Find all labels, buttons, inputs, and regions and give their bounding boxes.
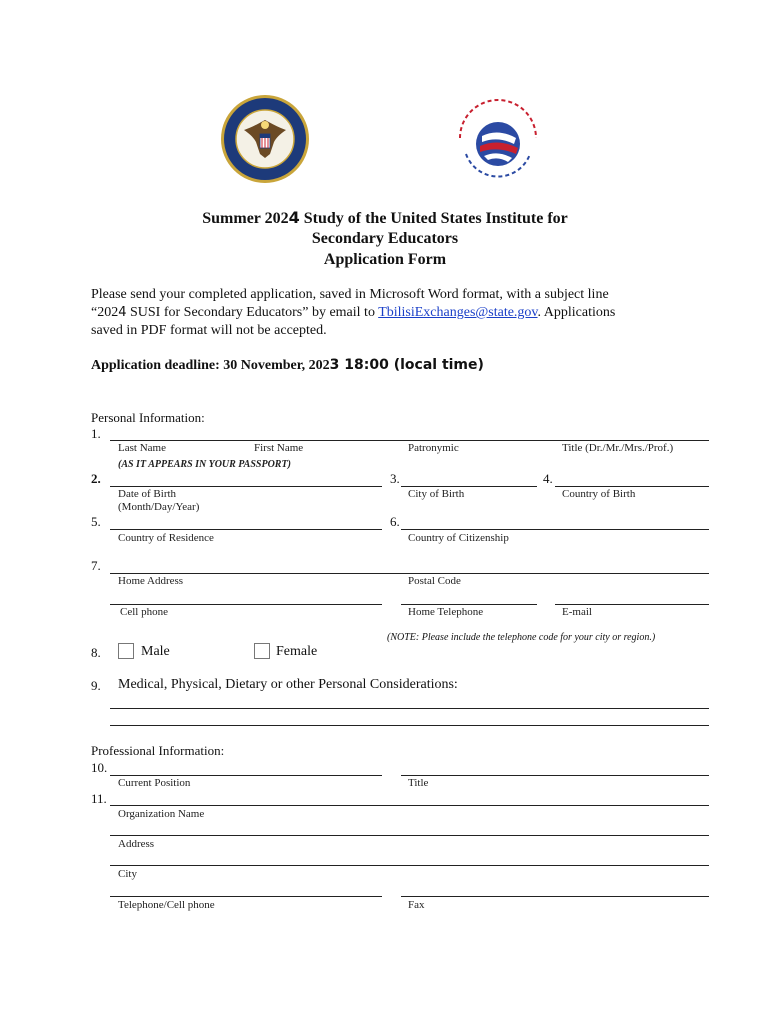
- country-residence-line[interactable]: [110, 529, 382, 530]
- country-residence-label: Country of Residence: [118, 532, 214, 544]
- patronymic-label: Patronymic: [408, 442, 459, 454]
- fax-label: Fax: [408, 899, 425, 911]
- home-telephone-label: Home Telephone: [408, 606, 484, 618]
- item-4-number: 4.: [543, 471, 553, 486]
- item-3-number: 3.: [390, 471, 400, 486]
- title-label: Title (Dr./Mr./Mrs./Prof.): [562, 442, 674, 454]
- intro-line1: Please send your completed application, saved in Microsoft Word format, with a subject line: [91, 287, 609, 302]
- medical-line-2[interactable]: [110, 725, 709, 726]
- medical-label: Medical, Physical, Dietary or other Personal Considerations:: [118, 677, 458, 692]
- cell-phone-label: Cell phone: [120, 606, 168, 618]
- org-address-line[interactable]: [110, 835, 709, 836]
- item-9-number: 9.: [91, 678, 101, 693]
- current-position-line[interactable]: [110, 775, 382, 776]
- professional-info-heading: Professional Information:: [91, 743, 225, 758]
- item-7-number: 7.: [91, 558, 101, 573]
- professional-title-line[interactable]: [401, 775, 709, 776]
- city-of-birth-line[interactable]: [401, 486, 537, 487]
- city-label: City: [118, 868, 137, 880]
- medical-line-1[interactable]: [110, 708, 709, 709]
- item-6-number: 6.: [390, 514, 400, 529]
- personal-info-heading: Personal Information:: [91, 410, 205, 425]
- item-5-number: 5.: [91, 514, 101, 529]
- professional-title-label: Title: [408, 777, 429, 789]
- email-link[interactable]: TbilisiExchanges@state.gov: [378, 305, 538, 320]
- intro-line2: “2024 SUSI for Secondary Educators” by email to TbilisiExchanges@state.gov. Applications: [91, 305, 616, 320]
- susi-logo: [452, 98, 544, 186]
- male-checkbox[interactable]: [118, 643, 134, 659]
- form-title-line1: Summer 2024 Study of the United States Institute for: [202, 208, 568, 227]
- male-label: Male: [141, 644, 170, 659]
- city-line[interactable]: [110, 865, 709, 866]
- home-address-line[interactable]: [110, 573, 709, 574]
- form-title-line2: Secondary Educators: [311, 230, 459, 247]
- first-name-label: First Name: [254, 442, 304, 454]
- organization-line[interactable]: [110, 805, 709, 806]
- dob-label: Date of Birth: [118, 488, 177, 500]
- dob-line[interactable]: [110, 486, 382, 487]
- item-11-number: 11.: [91, 791, 107, 806]
- name-line[interactable]: [110, 440, 709, 441]
- item-10-number: 10.: [91, 760, 108, 775]
- home-telephone-line[interactable]: [401, 604, 537, 605]
- telephone-line[interactable]: [110, 896, 382, 897]
- female-label: Female: [276, 644, 318, 659]
- cell-phone-line[interactable]: [110, 604, 382, 605]
- city-of-birth-label: City of Birth: [408, 488, 465, 500]
- current-position-label: Current Position: [118, 777, 191, 789]
- organization-label: Organization Name: [118, 808, 205, 820]
- intro-line3: saved in PDF format will not be accepted.: [91, 323, 327, 338]
- passport-note: (AS IT APPEARS IN YOUR PASSPORT): [118, 459, 291, 470]
- last-name-label: Last Name: [118, 442, 166, 454]
- item-2-number: 2.: [91, 471, 101, 486]
- dob-format-label: (Month/Day/Year): [118, 501, 200, 513]
- country-of-birth-label: Country of Birth: [562, 488, 636, 500]
- email-line[interactable]: [555, 604, 709, 605]
- country-of-birth-line[interactable]: [555, 486, 709, 487]
- email-label: E-mail: [562, 606, 592, 618]
- org-address-label: Address: [118, 838, 155, 850]
- application-deadline: Application deadline: 30 November, 2023 18:00 (local time): [91, 357, 484, 373]
- country-citizenship-label: Country of Citizenship: [408, 532, 509, 544]
- item-1-number: 1.: [91, 426, 101, 441]
- postal-code-label: Postal Code: [408, 575, 461, 587]
- item-8-number: 8.: [91, 645, 101, 660]
- fax-line[interactable]: [401, 896, 709, 897]
- telephone-label: Telephone/Cell phone: [118, 899, 215, 911]
- embassy-seal: [220, 94, 310, 184]
- home-address-label: Home Address: [118, 575, 184, 587]
- form-title-line3: Application Form: [323, 251, 447, 268]
- female-checkbox[interactable]: [254, 643, 270, 659]
- country-citizenship-line[interactable]: [401, 529, 709, 530]
- phone-note: (NOTE: Please include the telephone code for your city or region.): [387, 632, 656, 643]
